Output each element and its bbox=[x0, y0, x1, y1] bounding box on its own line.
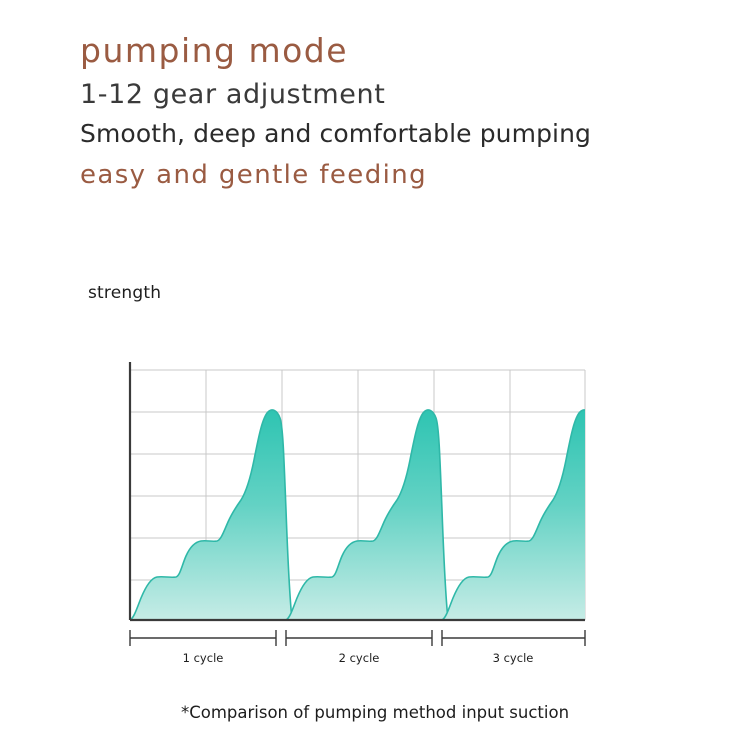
chart-caption: *Comparison of pumping method input suction bbox=[180, 703, 570, 722]
wave-cycle-1 bbox=[130, 410, 292, 620]
wave-cycle-2 bbox=[286, 410, 448, 620]
suction-curve-chart bbox=[0, 350, 750, 690]
cycle-label-3: 3 cycle bbox=[492, 651, 534, 665]
subtitle-gear-adjustment: 1-12 gear adjustment bbox=[80, 79, 386, 111]
cycle-label-1: 1 cycle bbox=[182, 651, 224, 665]
page-title: pumping mode bbox=[80, 31, 349, 70]
cycle-label-2: 2 cycle bbox=[338, 651, 380, 665]
subtitle-smooth-pumping: Smooth, deep and comfortable pumping bbox=[80, 119, 592, 149]
subtitle-gentle-feeding: easy and gentle feeding bbox=[80, 159, 428, 190]
cycle-brackets bbox=[130, 630, 585, 646]
wave-cycle-3 bbox=[442, 410, 604, 620]
chart-svg bbox=[0, 350, 750, 690]
wave-series-group bbox=[130, 410, 604, 620]
y-axis-label: strength bbox=[88, 283, 162, 303]
heading-block bbox=[80, 30, 700, 193]
